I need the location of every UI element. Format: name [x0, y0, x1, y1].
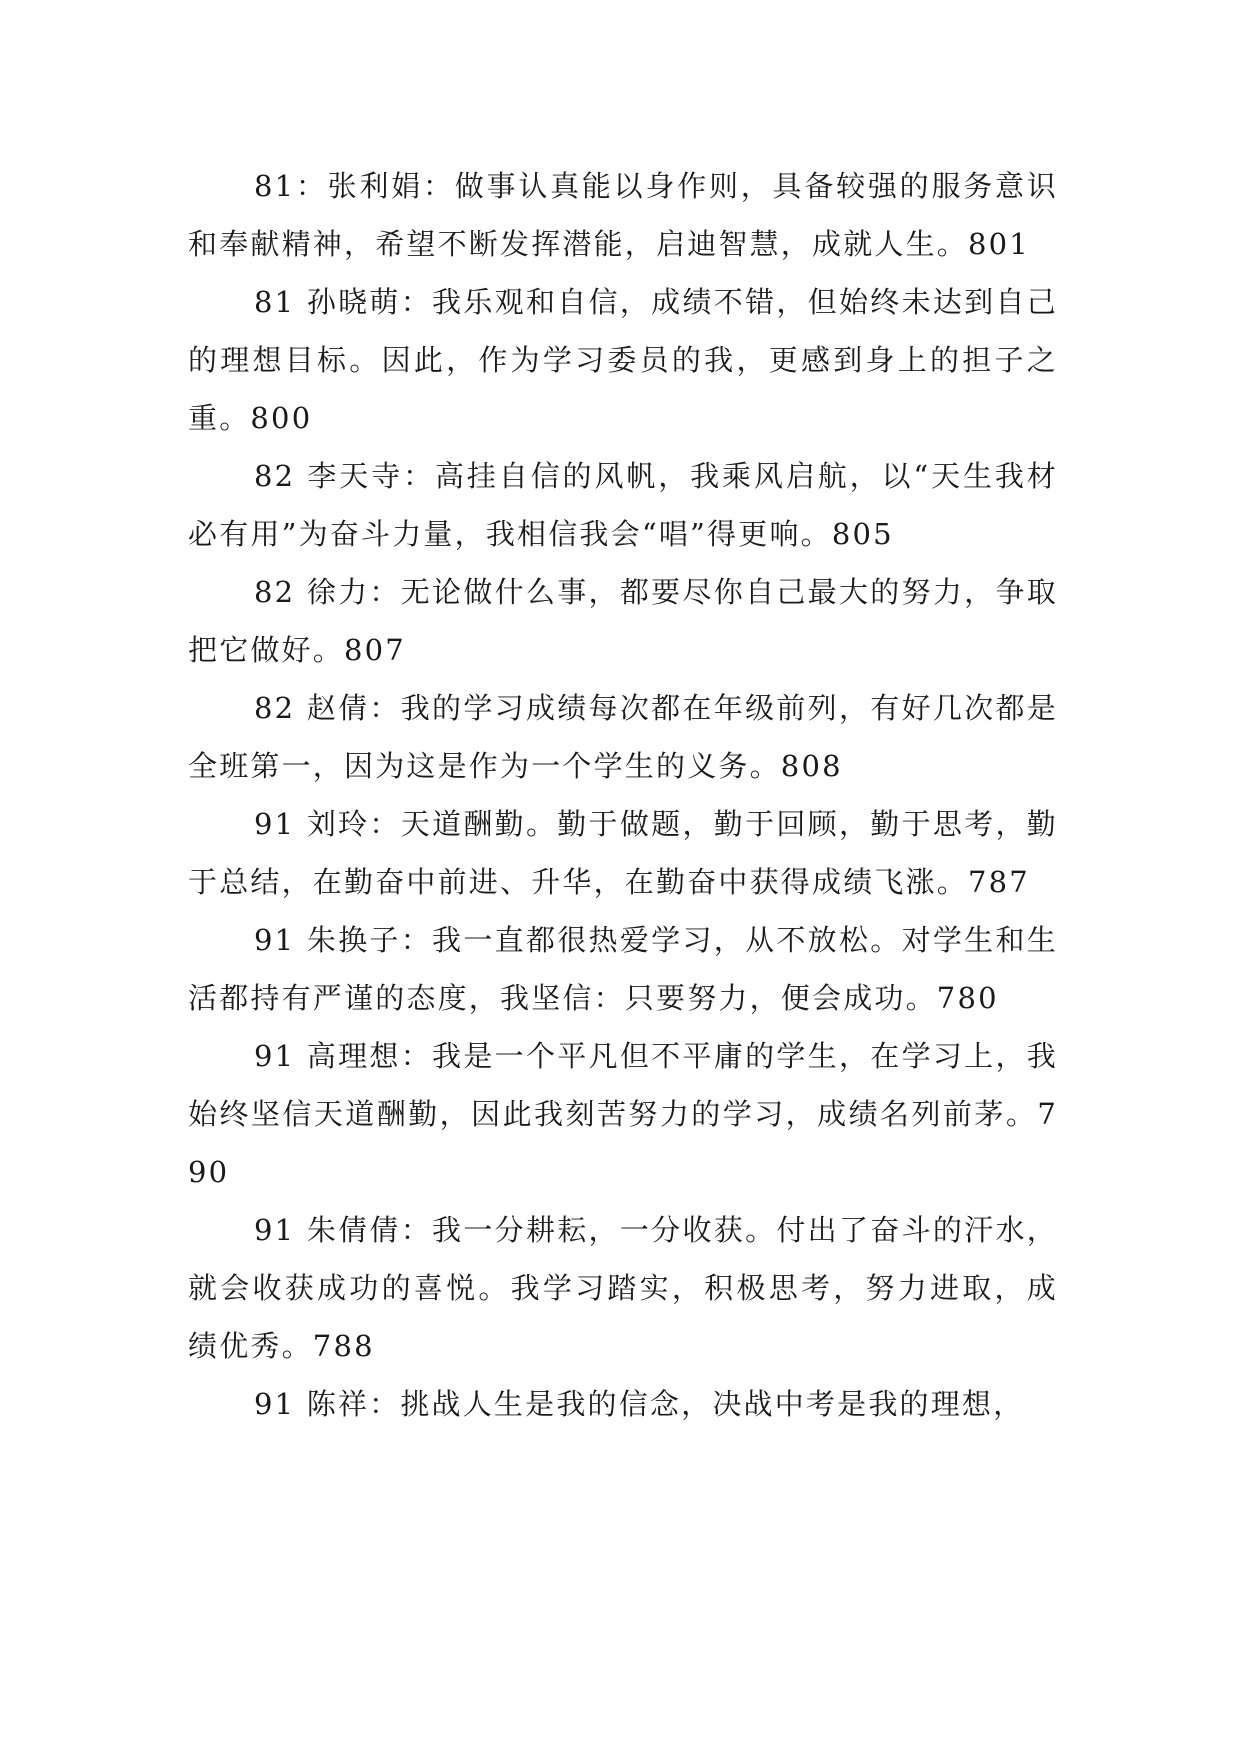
document-body [188, 157, 1058, 1433]
paragraph-liu-ling: 91 刘玲：天道酬勤。勤于做题，勤于回顾，勤于思考，勤于总结，在勤奋中前进、升华，在勤奋中获得成绩飞涨。787 [188, 807, 1058, 899]
paragraph-gao-lixiang: 91 高理想：我是一个平凡但不平庸的学生，在学习上，我始终坚信天道酬勤，因此我刻苦努力的学习，成绩名列前茅。790 [188, 1039, 1058, 1189]
paragraph-zhu-qianqian: 91 朱倩倩：我一分耕耘，一分收获。付出了奋斗的汗水，就会收获成功的喜悦。我学习踏实，积极思考，努力进取，成绩优秀。788 [188, 1213, 1058, 1363]
paragraph-chen-xiang: 91 陈祥：挑战人生是我的信念，决战中考是我的理想， [254, 1387, 1025, 1421]
paragraph-zhu-huanzi: 91 朱换子：我一直都很热爱学习，从不放松。对学生和生活都持有严谨的态度，我坚信：只要努力，便会成功。780 [188, 923, 1058, 1015]
paragraph-xu-li: 82 徐力：无论做什么事，都要尽你自己最大的努力，争取把它做好。807 [188, 575, 1058, 667]
paragraph-li-tiansi: 82 李天寺：高挂自信的风帆，我乘风启航，以“天生我材必有用”为奋斗力量，我相信我会“唱”得更响。805 [188, 459, 1058, 551]
paragraph-zhang-lijuan: 81：张利娟：做事认真能以身作则，具备较强的服务意识和奉献精神，希望不断发挥潜能，启迪智慧，成就人生。801 [188, 169, 1058, 261]
paragraph-zhao-qian: 82 赵倩：我的学习成绩每次都在年级前列，有好几次都是全班第一，因为这是作为一个学生的义务。808 [188, 691, 1058, 783]
paragraph-sun-xiaomeng: 81 孙晓萌：我乐观和自信，成绩不错，但始终未达到自己的理想目标。因此，作为学习委员的我，更感到身上的担子之重。800 [188, 285, 1058, 435]
